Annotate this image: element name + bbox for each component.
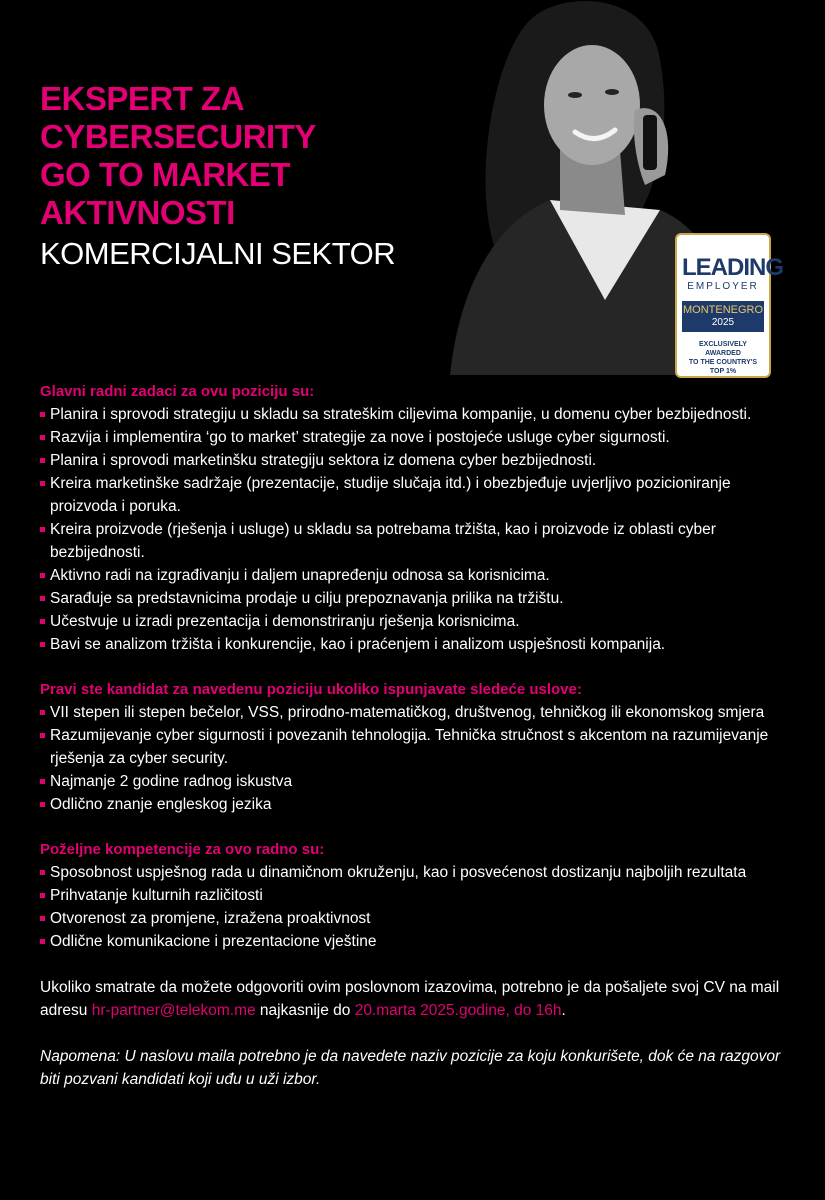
list-item-text: Najmanje 2 godine radnog iskustva [50, 773, 293, 790]
list-item-text: Učestvuje u izradi prezentacija i demonstriranju rješenja korisnicima. [50, 613, 520, 630]
deadline-text: 20.marta 2025.godine, do 16h [354, 1002, 562, 1019]
list-item-text: Prihvatanje kulturnih različitosti [50, 887, 263, 904]
badge-exclusive-line-2: TO THE COUNTRY'S TOP 1% [688, 359, 758, 375]
badge-employer-text: EMPLOYER [687, 281, 759, 292]
leading-employer-badge [675, 233, 783, 378]
list-item [40, 930, 795, 953]
bullet-icon [40, 458, 45, 463]
bullet-icon [40, 619, 45, 624]
badge-country-text: MONTENEGRO [682, 304, 764, 316]
list-item-text: Bavi se analizom tržišta i konkurencije, kao i praćenjem i analizom uspješnosti kompanija. [50, 636, 666, 653]
list-item-text: Razvija i implementira ‘go to market’ strategije za nove i postojeće usluge cyber sigurnosti. [50, 429, 670, 446]
list-item-text: VII stepen ili stepen bečelor, VSS, prirodno-matematičkog, društvenog, tehničkog ili ekonomskog smjera [50, 704, 765, 721]
list-item-text: Otvorenost za promjene, izražena proaktivnost [50, 910, 371, 927]
list-item-text: Planira i sprovodi marketinšku strategiju sektora iz domena cyber bezbijednosti. [50, 452, 597, 469]
bullet-icon [40, 779, 45, 784]
competencies-heading: Poželjne kompetencije za ovo radno su: [40, 841, 325, 858]
requirements-heading: Pravi ste kandidat za navedenu poziciju ukoliko ispunjavate sledeće uslove: [40, 681, 582, 698]
bullet-icon [40, 939, 45, 944]
email-link[interactable]: hr-partner@telekom.me [91, 1002, 256, 1019]
bullet-icon [40, 802, 45, 807]
job-title-line-2: CYBERSECURITY [40, 118, 316, 155]
tasks-list [40, 403, 795, 656]
badge-country-box [682, 301, 764, 332]
bullet-icon [40, 435, 45, 440]
apply-text-before: Ukoliko smatrate da možete odgovoriti ovim poslovnom izazovima, potrebno je da pošaljete svoj CV na mail adresu [40, 979, 780, 1019]
list-item [40, 518, 795, 564]
bullet-icon [40, 642, 45, 647]
list-item [40, 770, 795, 793]
bullet-icon [40, 710, 45, 715]
competencies-list [40, 861, 795, 953]
badge-year-text: 2025 [711, 317, 735, 328]
list-item-text: Odlično znanje engleskog jezika [50, 796, 272, 813]
job-title-line-3: GO TO MARKET [40, 156, 291, 193]
apply-text-middle: najkasnije do [255, 1002, 355, 1019]
list-item [40, 633, 795, 656]
tasks-heading: Glavni radni zadaci za ovu poziciju su: [40, 383, 315, 400]
bullet-icon [40, 527, 45, 532]
list-item [40, 610, 795, 633]
bullet-icon [40, 870, 45, 875]
list-item-text: Kreira marketinške sadržaje (prezentacije, studije slučaja itd.) i obezbjeđuje uvjerljivo pozicioniranje proizvoda i poruka. [50, 475, 731, 515]
list-item [40, 403, 795, 426]
list-item [40, 793, 795, 816]
list-item [40, 701, 795, 724]
job-title-line-1: EKSPERT ZA [40, 80, 245, 117]
job-description [40, 381, 795, 1091]
application-instructions [40, 976, 795, 1022]
list-item [40, 472, 795, 518]
bullet-icon [40, 733, 45, 738]
list-item-text: Kreira proizvode (rješenja i usluge) u skladu sa potrebama tržišta, kao i proizvode iz oblasti cyber bezbijednosti. [50, 521, 716, 561]
badge-exclusive-line-1: EXCLUSIVELY AWARDED [699, 341, 747, 357]
list-item-text: Odlične komunikacione i prezentacione vještine [50, 933, 377, 950]
apply-text-after: . [561, 1002, 566, 1019]
department-subtitle: KOMERCIJALNI SEKTOR [40, 236, 396, 271]
list-item-text: Aktivno radi na izgrađivanju i daljem unapređenju odnosa sa korisnicima. [50, 567, 550, 584]
bullet-icon [40, 596, 45, 601]
list-item [40, 884, 795, 907]
requirements-list [40, 701, 795, 816]
note-text: Napomena: U naslovu maila potrebno je da navedete naziv pozicije za koju konkurišete, dok će na razgovor biti pozvani kandidati koji uđu u uži izbor. [40, 1048, 781, 1088]
bullet-icon [40, 481, 45, 486]
bullet-icon [40, 916, 45, 921]
list-item-text: Sarađuje sa predstavnicima prodaje u cilju prepoznavanja prilika na tržištu. [50, 590, 564, 607]
list-item [40, 861, 795, 884]
bullet-icon [40, 893, 45, 898]
list-item [40, 449, 795, 472]
page-title [40, 80, 395, 274]
badge-exclusive-text [682, 340, 764, 376]
list-item [40, 587, 795, 610]
bullet-icon [40, 412, 45, 417]
list-item [40, 564, 795, 587]
list-item [40, 907, 795, 930]
list-item-text: Planira i sprovodi strategiju u skladu sa strateškim ciljevima kompanije, u domenu cyber bezbijednosti. [50, 406, 752, 423]
bullet-icon [40, 573, 45, 578]
list-item [40, 426, 795, 449]
job-title-line-4: AKTIVNOSTI [40, 194, 235, 231]
badge-leading-text: LEADING [682, 254, 783, 281]
list-item-text: Sposobnost uspješnog rada u dinamičnom okruženju, kao i posvećenost dostizanju najboljih rezultata [50, 864, 747, 881]
list-item [40, 724, 795, 770]
list-item-text: Razumijevanje cyber sigurnosti i povezanih tehnologija. Tehnička stručnost s akcentom na razumijevanje rješenja za cyber security. [50, 727, 769, 767]
